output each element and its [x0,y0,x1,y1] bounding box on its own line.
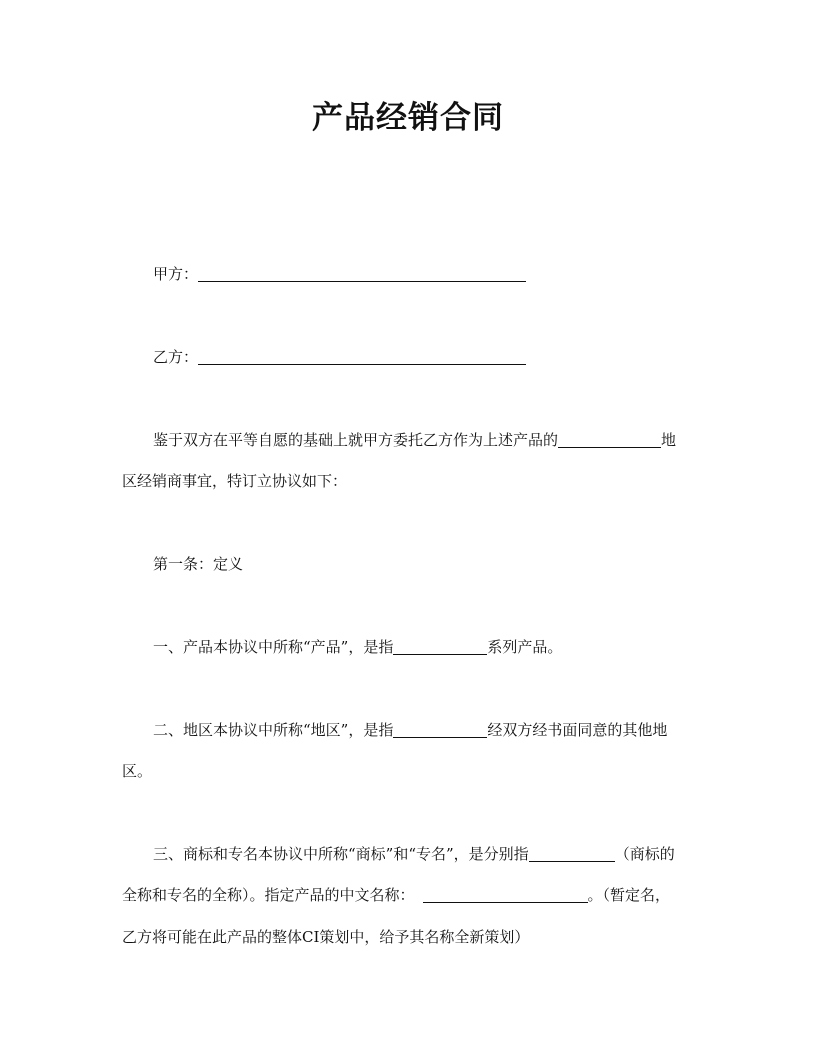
clause-2-text-before: 二、地区本协议中所称“地区”，是指 [153,721,394,739]
clause-3-line-2-after: 。（暂定名， [587,886,671,904]
clause-3-text-before: 三、商标和专名本协议中所称“商标”和“专名”，是分别指 [153,845,529,863]
preamble-text-1: 鉴于双方在平等自愿的基础上就甲方委托乙方作为上述产品的 [153,431,559,449]
party-b-line [153,345,526,369]
party-a-label: 甲方： [153,265,199,283]
preamble-text-2: 地 [661,431,677,449]
product-series-blank[interactable] [393,638,487,655]
document-title: 产品经销合同 [312,100,504,136]
chinese-name-blank[interactable] [423,886,588,903]
trademark-blank[interactable] [529,845,615,862]
clause-2-line-1 [153,718,667,742]
clause-3-text-after: （商标的 [614,845,675,863]
clause-1-line [153,635,562,659]
territory-blank[interactable] [393,721,487,738]
clause-3-line-3: 乙方将可能在此产品的整体CI策划中，给予其名称全新策划） [122,928,530,946]
party-b-label: 乙方： [153,348,199,366]
clause-2-line-2: 区。 [122,762,153,780]
article-1-heading: 第一条：定义 [153,555,244,573]
region-blank[interactable] [558,431,661,448]
clause-3-line-1 [153,842,675,866]
preamble-line-1 [153,428,676,452]
clause-1-text-after: 系列产品。 [487,638,563,656]
party-b-blank[interactable] [198,348,526,365]
clause-3-line-2-before: 全称和专名的全称）。指定产品的中文名称： [122,886,415,904]
clause-1-text-before: 一、产品本协议中所称“产品”，是指 [153,638,394,656]
preamble-line-2: 区经销商事宜，特订立协议如下： [122,472,348,490]
clause-2-text-after: 经双方经书面同意的其他地 [487,721,668,739]
clause-3-line-2 [122,883,670,907]
party-a-line [153,262,526,286]
party-a-blank[interactable] [198,265,526,282]
